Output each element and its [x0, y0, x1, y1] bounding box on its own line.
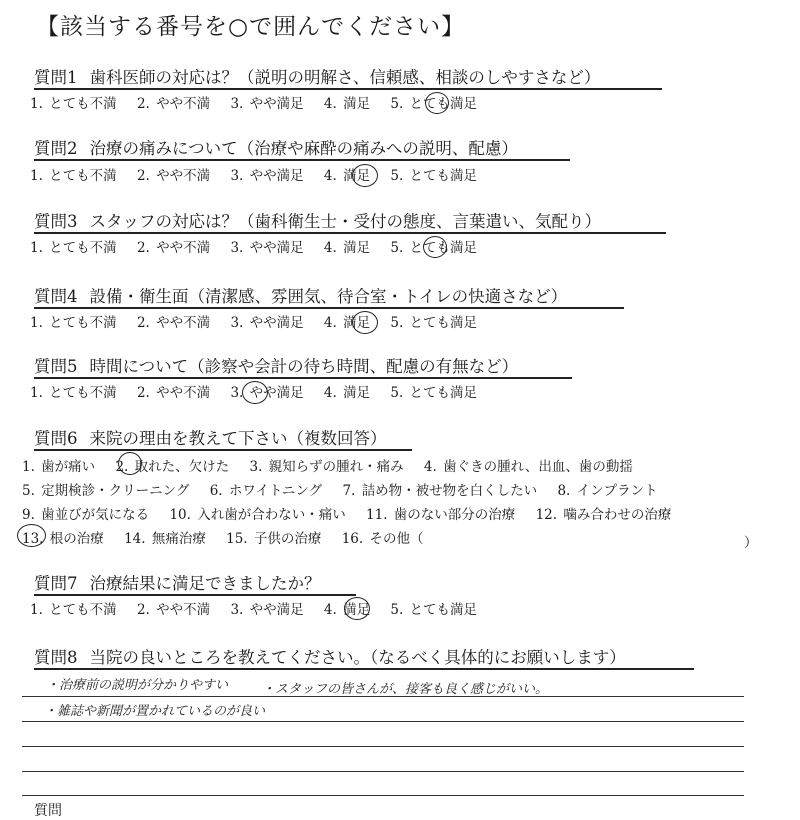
- question-2-underline: [34, 159, 570, 161]
- question-7-underline: [34, 594, 356, 596]
- q5-option-2[interactable]: 2. やや不満: [136, 385, 211, 401]
- q6-row-3: [22, 503, 671, 523]
- question-2-text: 治療の痛みについて（治療や麻酔の痛みへの説明、配慮）: [89, 139, 518, 158]
- q5-answer-circle: [242, 381, 268, 404]
- question-7-label: 質問7: [34, 574, 78, 593]
- q2-answer-circle: [352, 164, 378, 187]
- q8-answer-1a: ・治療前の説明が分かりやすい: [46, 678, 229, 693]
- question-4-label: 質問4: [34, 287, 78, 306]
- q6-option-9[interactable]: 9. 歯並びが気になる: [22, 507, 150, 523]
- q5-option-3[interactable]: 3. やや満足: [230, 385, 304, 401]
- question-5: [34, 353, 518, 377]
- q4-option-5[interactable]: 5. とても満足: [390, 315, 478, 331]
- question-3-text: スタッフの対応は？（歯科衛生士・受付の態度、言葉遣い、気配り）: [89, 212, 601, 231]
- answer-line-4: [22, 771, 744, 772]
- q6-option-7[interactable]: 7. 詰め物・被せ物を白くしたい: [342, 483, 538, 499]
- q2-option-2[interactable]: 2. やや不満: [136, 168, 211, 184]
- q7-answer-circle: [344, 597, 370, 620]
- q6-option-8[interactable]: 8. インプラント: [557, 483, 658, 499]
- q6-option-2[interactable]: 2. 取れた、欠けた: [115, 459, 230, 475]
- question-8-text: 当院の良いところを教えてください。（なるべく具体的にお願いします）: [89, 648, 626, 667]
- q6-option-1[interactable]: 1. 歯が痛い: [22, 459, 96, 475]
- q6-row-4: [22, 527, 423, 547]
- q2-option-3[interactable]: 3. やや満足: [230, 168, 304, 184]
- question-6: [34, 425, 387, 449]
- question-4: [34, 283, 567, 307]
- page-title: 【該当する番号を○で囲んでください】: [36, 14, 466, 40]
- question-6-text: 来院の理由を教えて下さい（複数回答）: [89, 429, 387, 448]
- q5-option-1[interactable]: 1. とても不満: [30, 385, 117, 401]
- q6-row-1: [22, 455, 633, 475]
- next-question-partial: 質問: [34, 803, 62, 819]
- q4-option-2[interactable]: 2. やや不満: [136, 315, 211, 331]
- q3-option-4[interactable]: 4. 満足: [323, 240, 371, 256]
- q6-option-10[interactable]: 10. 入れ歯が合わない・痛い: [169, 507, 346, 523]
- q6-option-15[interactable]: 15. 子供の治療: [226, 531, 322, 547]
- q8-answer-1b: ・スタッフの皆さんが、接客も良く感じがいい。: [262, 682, 549, 697]
- question-7: [34, 570, 321, 594]
- q2-option-5[interactable]: 5. とても満足: [390, 168, 478, 184]
- question-4-options: [30, 311, 477, 331]
- q2-option-4[interactable]: 4. 満足: [323, 168, 371, 184]
- q1-option-1[interactable]: 1. とても不満: [30, 96, 117, 112]
- q1-option-2[interactable]: 2. やや不満: [136, 96, 211, 112]
- q6-answer-circle-13: [17, 524, 46, 547]
- question-1-label: 質問1: [34, 68, 78, 87]
- question-1-underline: [34, 88, 662, 90]
- q3-option-2[interactable]: 2. やや不満: [136, 240, 211, 256]
- q7-option-1[interactable]: 1. とても不満: [30, 602, 117, 618]
- question-3-options: [30, 236, 477, 256]
- question-4-text: 設備・衛生面（清潔感、雰囲気、待合室・トイレの快適さなど）: [89, 287, 568, 306]
- question-1-options: [30, 92, 477, 112]
- q3-option-1[interactable]: 1. とても不満: [30, 240, 117, 256]
- q6-answer-circle-2: [118, 452, 142, 475]
- question-1-text: 歯科医師の対応は？（説明の明解さ、信頼感、相談のしやすさなど）: [89, 68, 601, 87]
- q7-option-4[interactable]: 4. 満足: [323, 602, 371, 618]
- q6-option-6[interactable]: 6. ホワイトニング: [209, 483, 323, 499]
- question-5-text: 時間について（診察や会計の待ち時間、配慮の有無など）: [89, 357, 519, 376]
- answer-line-1: [22, 696, 744, 697]
- q6-option-5[interactable]: 5. 定期検診・クリーニング: [22, 483, 190, 499]
- q4-option-1[interactable]: 1. とても不満: [30, 315, 117, 331]
- question-3-underline: [34, 232, 666, 234]
- q5-option-5[interactable]: 5. とても満足: [390, 385, 478, 401]
- q7-option-3[interactable]: 3. やや満足: [230, 602, 304, 618]
- q3-option-5[interactable]: 5. とても満足: [390, 240, 478, 256]
- q4-option-3[interactable]: 3. やや満足: [230, 315, 304, 331]
- answer-line-3: [22, 746, 744, 747]
- question-5-label: 質問5: [34, 357, 78, 376]
- question-8-label: 質問8: [34, 648, 78, 667]
- question-8-underline: [34, 668, 694, 670]
- q6-option-11[interactable]: 11. 歯のない部分の治療: [366, 507, 516, 523]
- q1-answer-circle: [425, 92, 449, 114]
- q7-option-5[interactable]: 5. とても満足: [390, 602, 478, 618]
- question-1: [34, 64, 600, 88]
- q7-option-2[interactable]: 2. やや不満: [136, 602, 211, 618]
- question-5-underline: [34, 377, 572, 379]
- q6-option-3[interactable]: 3. 親知らずの腫れ・痛み: [249, 459, 404, 475]
- q3-option-3[interactable]: 3. やや満足: [230, 240, 304, 256]
- q5-option-4[interactable]: 4. 満足: [323, 385, 371, 401]
- q3-answer-circle: [423, 236, 447, 258]
- q6-option-13[interactable]: 13. 根の治療: [22, 531, 104, 547]
- q6-other-close: ）: [744, 535, 758, 551]
- question-6-underline: [34, 449, 412, 451]
- question-3: [34, 208, 601, 232]
- q6-option-16[interactable]: 16. その他（: [341, 531, 424, 547]
- question-8: [34, 644, 626, 668]
- q1-option-4[interactable]: 4. 満足: [323, 96, 371, 112]
- q1-option-5[interactable]: 5. とても満足: [390, 96, 478, 112]
- q2-option-1[interactable]: 1. とても不満: [30, 168, 117, 184]
- q8-answer-2: ・雑誌や新聞が置かれているのが良い: [44, 704, 266, 719]
- q6-option-4[interactable]: 4. 歯ぐきの腫れ、出血、歯の動揺: [423, 459, 633, 475]
- question-7-options: [30, 598, 477, 618]
- question-2-label: 質問2: [34, 139, 78, 158]
- q6-option-12[interactable]: 12. 噛み合わせの治療: [535, 507, 672, 523]
- question-2-options: [30, 164, 477, 184]
- q4-answer-circle: [352, 311, 378, 334]
- answer-line-5: [22, 795, 744, 796]
- q1-option-3[interactable]: 3. やや満足: [230, 96, 304, 112]
- question-4-underline: [34, 307, 624, 309]
- q4-option-4[interactable]: 4. 満足: [323, 315, 371, 331]
- q6-row-2: [22, 479, 658, 499]
- answer-line-2: [22, 721, 744, 722]
- q6-option-14[interactable]: 14. 無痛治療: [124, 531, 206, 547]
- question-3-label: 質問3: [34, 212, 78, 231]
- question-7-text: 治療結果に満足できましたか？: [89, 574, 321, 593]
- question-6-label: 質問6: [34, 429, 78, 448]
- question-2: [34, 135, 518, 159]
